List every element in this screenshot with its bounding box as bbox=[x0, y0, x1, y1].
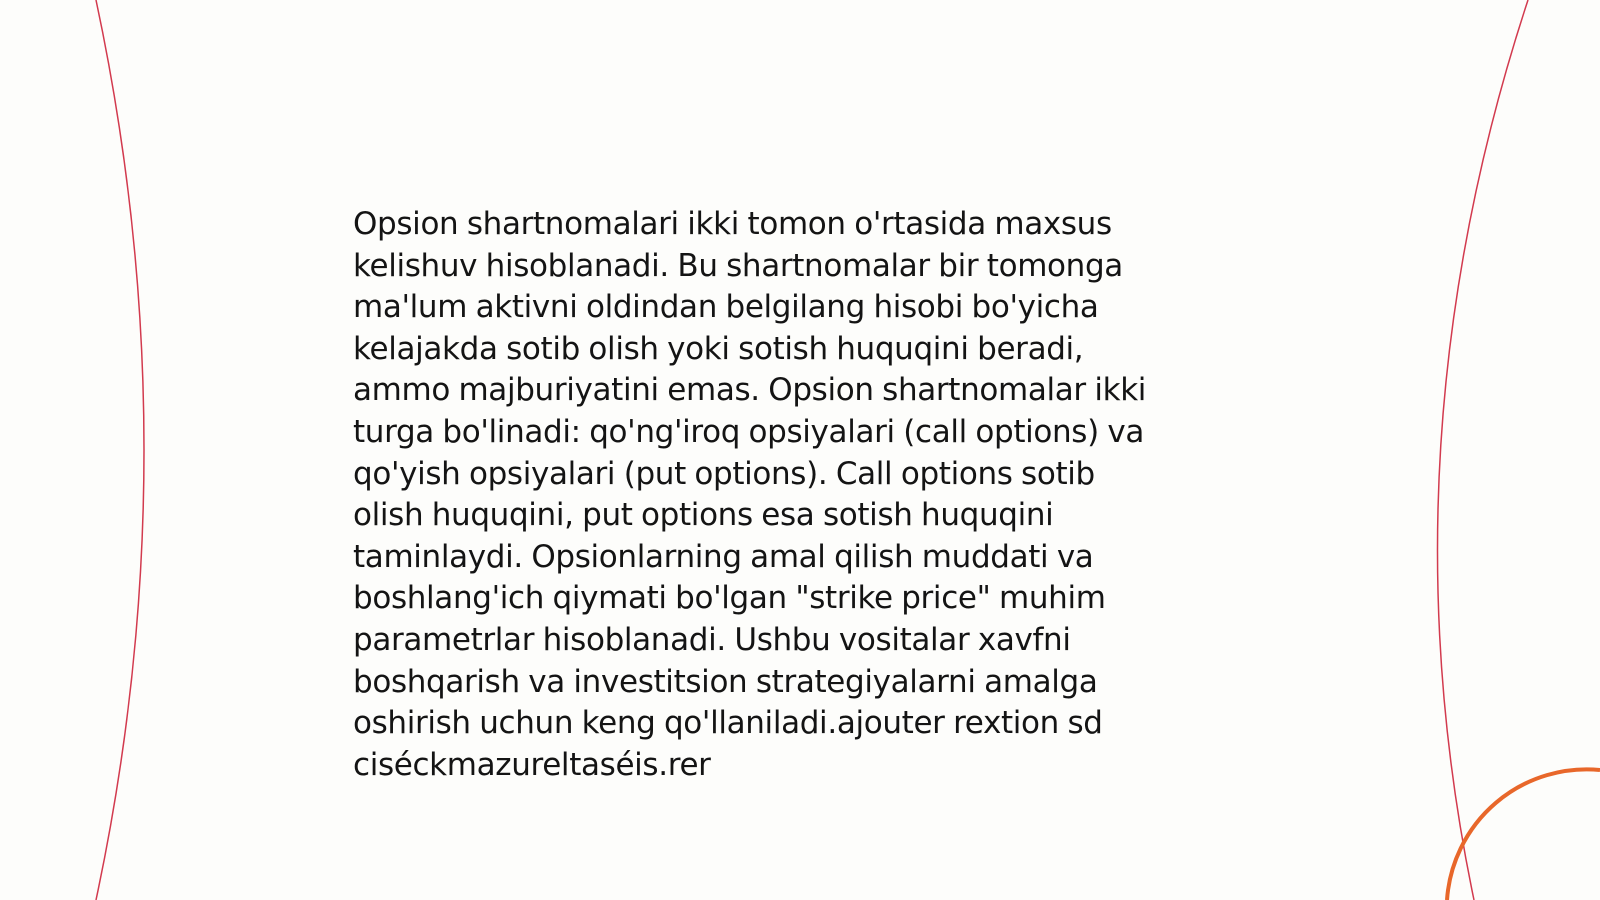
paragraph-line: oshirish uchun keng qo'llaniladi.ajouter rextion sd bbox=[353, 705, 1103, 742]
paragraph-line: kelishuv hisoblanadi. Bu shartnomalar bir tomonga bbox=[353, 247, 1123, 284]
body-paragraph bbox=[353, 204, 1213, 786]
paragraph-line: turga bo'linadi: qo'ng'iroq opsiyalari (call options) va bbox=[353, 413, 1144, 450]
paragraph-line: ammo majburiyatini emas. Opsion shartnomalar ikki bbox=[353, 372, 1147, 409]
paragraph-line: qo'yish opsiyalari (put options). Call options sotib bbox=[353, 455, 1095, 492]
accent-arc bbox=[1447, 769, 1600, 900]
paragraph-line: kelajakda sotib olish yoki sotish huquqini beradi, bbox=[353, 330, 1084, 367]
paragraph-line: ciséckmazureltaséis.rer bbox=[353, 746, 711, 783]
paragraph-line: boshlang'ich qiymati bo'lgan "strike price" muhim bbox=[353, 580, 1106, 617]
left-curve-line bbox=[96, 0, 144, 900]
paragraph-line: Opsion shartnomalari ikki tomon o'rtasida maxsus bbox=[353, 206, 1112, 242]
right-curve-line bbox=[1437, 0, 1528, 900]
paragraph-line: olish huquqini, put options esa sotish huquqini bbox=[353, 497, 1054, 534]
paragraph-line: taminlaydi. Opsionlarning amal qilish muddati va bbox=[353, 538, 1094, 575]
paragraph-line: parametrlar hisoblanadi. Ushbu vositalar xavfni bbox=[353, 621, 1071, 658]
paragraph-line: boshqarish va investitsion strategiyalarni amalga bbox=[353, 663, 1098, 700]
paragraph-line: ma'lum aktivni oldindan belgilang hisobi bo'yicha bbox=[353, 289, 1099, 326]
